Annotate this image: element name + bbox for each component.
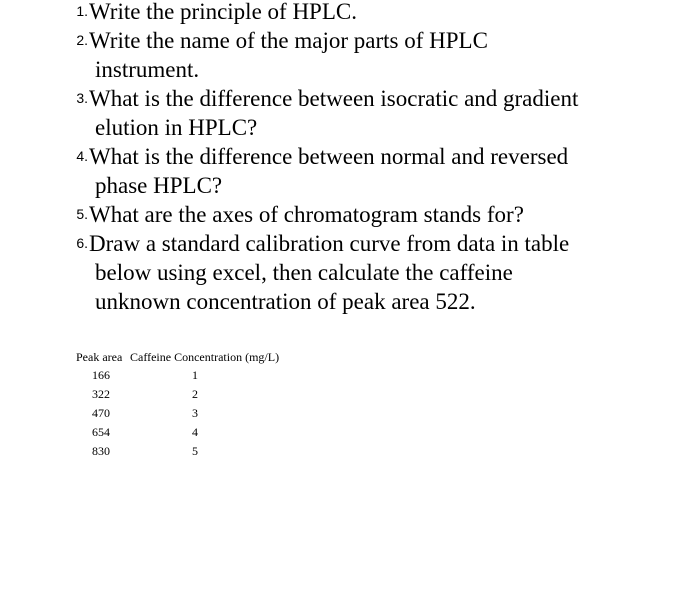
table-header-row (76, 348, 279, 366)
peak-area-cell: 830 (92, 444, 110, 458)
header-peak-area: Peak area (76, 349, 123, 364)
question-text: Draw a standard calibration curve from data in table (89, 231, 570, 256)
question-1 (74, 0, 684, 26)
question-text-continued: elution in HPLC? (95, 115, 258, 140)
question-number: 6. (76, 235, 88, 251)
question-text-continued: below using excel, then calculate the caffeine (95, 260, 513, 285)
question-list (74, 0, 684, 316)
question-4 (74, 142, 684, 200)
question-number: 3. (76, 90, 88, 106)
question-text-continued: instrument. (95, 57, 200, 82)
concentration-cell: 4 (192, 425, 198, 439)
concentration-cell: 1 (192, 368, 198, 382)
question-text-continued: phase HPLC? (95, 173, 223, 198)
question-number: 5. (76, 206, 88, 222)
question-number: 1. (76, 3, 88, 19)
table-row (76, 385, 279, 404)
question-text-continued-2: unknown concentration of peak area 522. (95, 289, 476, 314)
table-row (76, 366, 279, 385)
concentration-cell: 2 (192, 387, 198, 401)
question-5 (74, 200, 684, 229)
question-text: Write the name of the major parts of HPLC (89, 28, 488, 53)
table-row (76, 404, 279, 423)
question-text: Write the principle of HPLC. (89, 0, 357, 24)
question-text: What is the difference between isocratic and gradient (89, 86, 579, 111)
table-row (76, 423, 279, 442)
question-number: 4. (76, 148, 88, 164)
question-text: What are the axes of chromatogram stands for? (89, 202, 524, 227)
concentration-cell: 3 (192, 406, 198, 420)
question-2 (74, 26, 684, 84)
question-number: 2. (76, 32, 88, 48)
peak-area-cell: 166 (92, 368, 110, 382)
header-caffeine-concentration: Caffeine Concentration (mg/L) (130, 349, 280, 364)
concentration-cell: 5 (192, 444, 198, 458)
question-3 (74, 84, 684, 142)
question-text: What is the difference between normal and reversed (89, 144, 569, 169)
peak-area-cell: 470 (92, 406, 110, 420)
peak-area-cell: 322 (92, 387, 110, 401)
table-row (76, 442, 279, 461)
question-6 (74, 229, 684, 316)
peak-area-cell: 654 (92, 425, 110, 439)
calibration-data-table (76, 348, 279, 461)
